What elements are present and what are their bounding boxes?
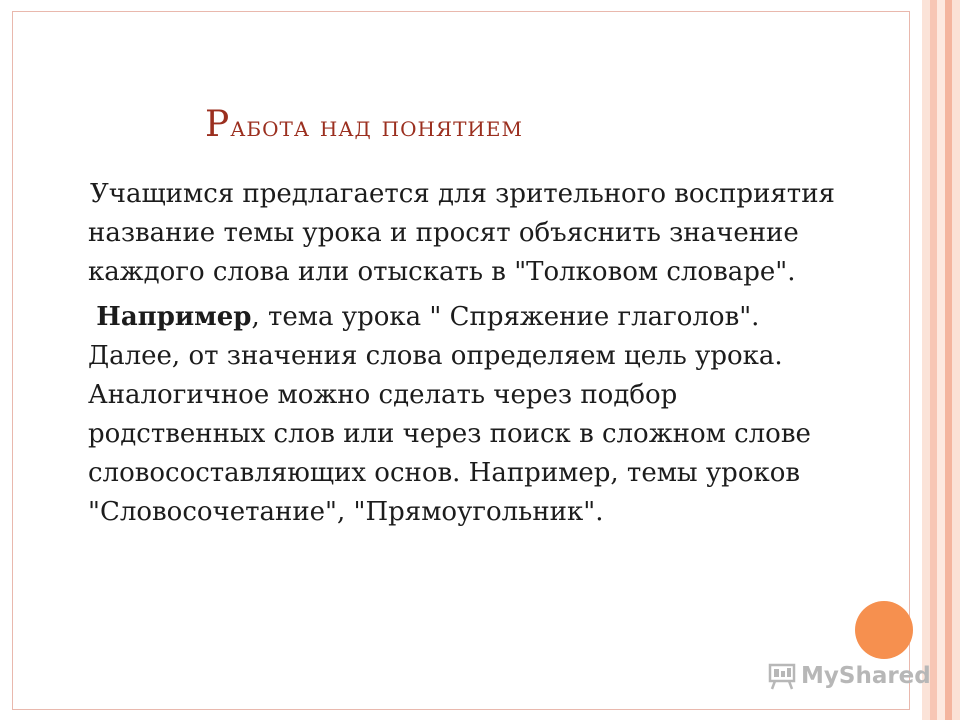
stripe	[937, 0, 945, 720]
paragraph-2	[88, 298, 848, 532]
paragraph-2-rest: , тема урока " Спряжение глаголов". Далее, от значения слова определяем цель урока. Аналогичное можно сделать через подбор родственных слов или через поиск в сложном слове словосоставляющих основ. Например, темы уроков "Словосочетание", "Прямоугольник".	[88, 302, 811, 527]
paragraph-1: Учащимся предлагается для зрительного восприятия название темы урока и просят объяснить значение каждого слова или отыскать в "Толковом словаре".	[88, 179, 835, 287]
watermark-logo	[767, 660, 931, 692]
stripe	[930, 0, 937, 720]
slide-title: Работа над понятием	[205, 104, 523, 145]
classroom-board-icon	[767, 662, 797, 690]
stripe	[945, 0, 952, 720]
paragraph-2-lead: Например	[96, 302, 252, 332]
slide-body	[88, 175, 848, 532]
stripe	[952, 0, 960, 720]
stripe	[922, 0, 930, 720]
decorative-circle	[855, 601, 913, 659]
watermark-text: MyShared	[801, 663, 931, 689]
right-decorative-stripes	[922, 0, 960, 720]
